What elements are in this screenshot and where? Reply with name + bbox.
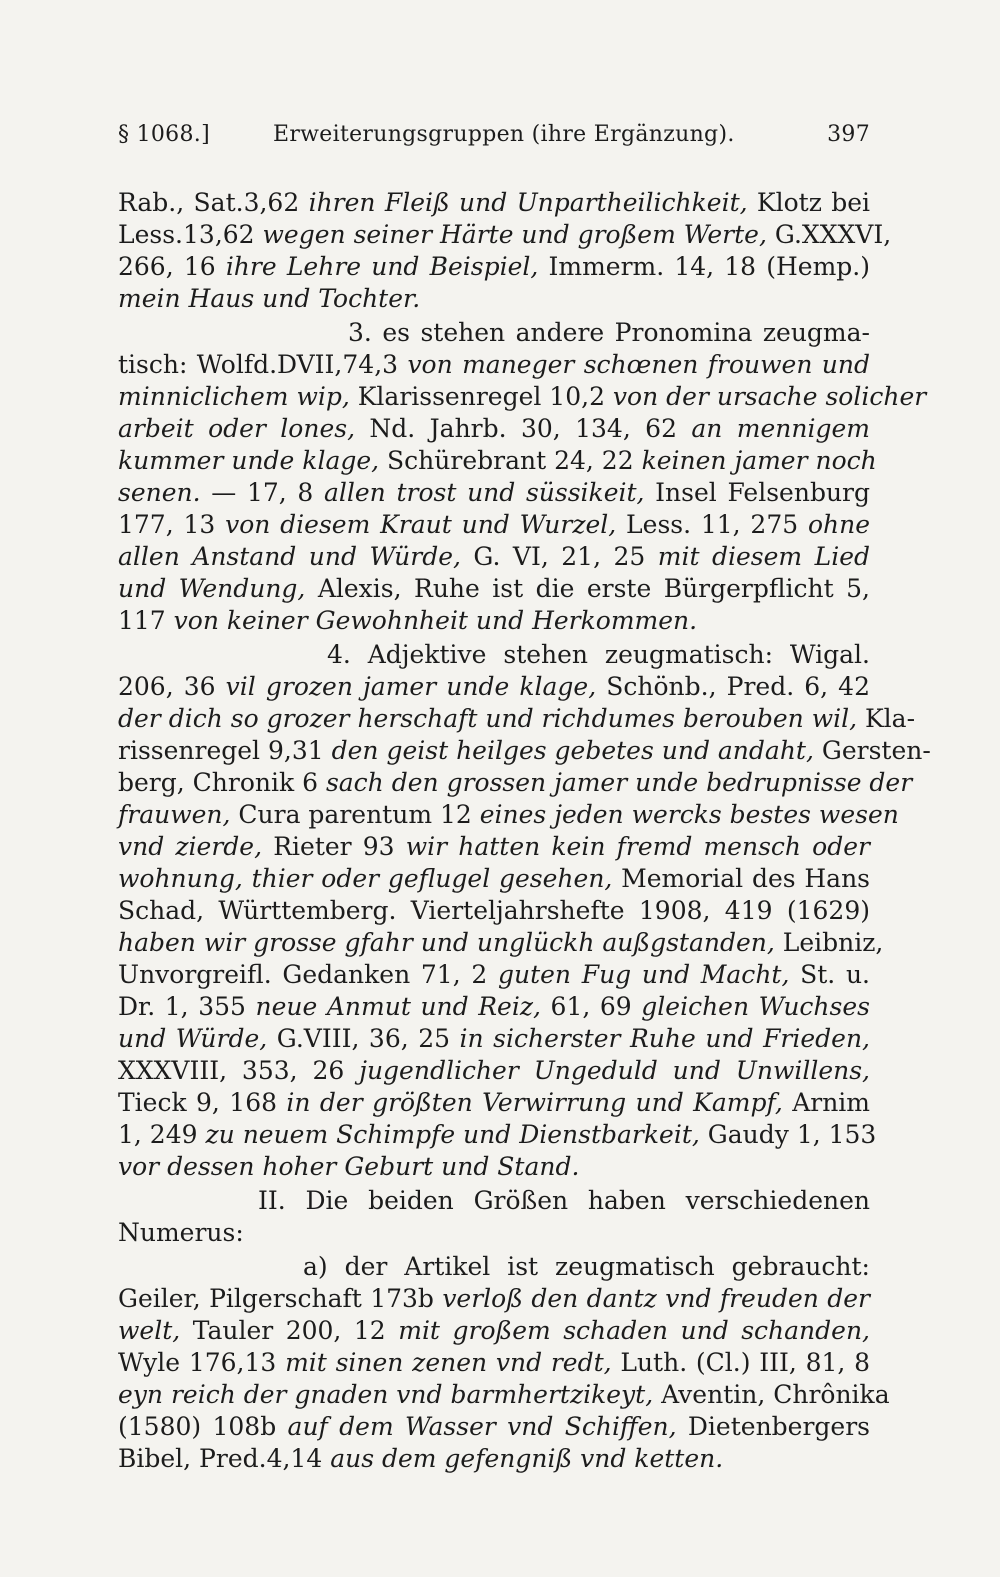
citation-text: Schürebrant 24, 22 [379, 446, 642, 475]
text-line [327, 640, 870, 670]
text-line [118, 896, 870, 926]
text-line [118, 704, 916, 734]
quoted-example: und Wendung, [118, 574, 306, 603]
quoted-example: allen trost und süssikeit, [323, 478, 645, 507]
text-line [118, 252, 870, 282]
text-line [118, 1348, 870, 1378]
text-line [118, 446, 877, 476]
citation-text: Less. 11, 275 [616, 510, 808, 539]
quoted-example: von keiner Gewohnheit und Herkommen. [173, 606, 698, 635]
quoted-example: eyn reich der gnaden vnd barmhertzikeyt, [118, 1380, 654, 1409]
quoted-example: vor dessen hoher Geburt und Stand. [118, 1152, 580, 1181]
quoted-example: neue Anmut und Reiz, [255, 992, 541, 1021]
text-line [118, 510, 870, 540]
citation-text: Less.13,62 [118, 220, 263, 249]
quoted-example: senen. [118, 478, 201, 507]
text-line [118, 832, 870, 862]
citation-text: 266, 16 [118, 252, 226, 281]
citation-text: Insel Felsenburg [644, 478, 871, 507]
citation-text: a) der Artikel ist zeugmatisch gebraucht: [303, 1252, 870, 1281]
quoted-example: eines jeden wercks bestes wesen [479, 800, 899, 829]
citation-text: tisch: Wolfd.DVII,74,3 [118, 350, 408, 379]
citation-text: 1, 249 [118, 1120, 206, 1149]
citation-text: Klarissenregel 10,2 [349, 382, 613, 411]
text-line [118, 1120, 877, 1150]
citation-text: Memorial des Hans [612, 864, 870, 893]
quoted-example: den geist heilges gebetes und andaht, [331, 736, 814, 765]
text-line [118, 284, 870, 314]
citation-text: Rieter 93 [262, 832, 406, 861]
text-line [118, 960, 870, 990]
text-line [118, 1316, 870, 1346]
text-line [348, 318, 870, 348]
quoted-example: vnd zierde, [118, 832, 263, 861]
citation-text: Schad, Württemberg. Vierteljahrshefte 1908, 419 (1629) [118, 896, 870, 925]
citation-text: Dietenbergers [676, 1412, 870, 1441]
quoted-example: an mennigem [691, 414, 871, 443]
citation-text: Arnim [782, 1088, 870, 1117]
quoted-example: minniclichem wip, [118, 382, 350, 411]
citation-text: Tauler 200, 12 [180, 1316, 399, 1345]
section-reference: § 1068.] [118, 122, 210, 147]
citation-text: Gaudy 1, 153 [699, 1120, 877, 1149]
citation-text: Rab., Sat.3,62 [118, 188, 309, 217]
running-title: Erweiterungsgruppen (ihre Ergänzung). [273, 122, 735, 147]
quoted-example: aus dem gefengniß vnd ketten. [330, 1444, 724, 1473]
quoted-example: allen Anstand und Würde, [118, 542, 461, 571]
text-line [118, 1218, 870, 1248]
citation-text: Gersten- [813, 736, 931, 765]
citation-text: Dr. 1, 355 [118, 992, 256, 1021]
text-line [118, 1152, 870, 1182]
quoted-example: kummer unde klage, [118, 446, 380, 475]
citation-text: Geiler, Pilgerschaft 173b [118, 1284, 443, 1313]
text-line [118, 736, 931, 766]
quoted-example: keinen jamer noch [641, 446, 877, 475]
quoted-example: mit sinen zenen vnd redt, [285, 1348, 612, 1377]
text-line [118, 1412, 870, 1442]
quoted-example: ihren Fleiß und Unpartheilichkeit, [308, 188, 748, 217]
citation-text: Bibel, Pred.4,14 [118, 1444, 331, 1473]
text-line [303, 1252, 870, 1282]
citation-text: rissenregel 9,31 [118, 736, 332, 765]
citation-text: 177, 13 [118, 510, 226, 539]
citation-text: Alexis, Ruhe ist die erste Bürgerpflicht 5, [305, 574, 870, 603]
quoted-example: verloß den dantz vnd freuden der [442, 1284, 871, 1313]
text-line [118, 382, 927, 412]
text-line [118, 1088, 870, 1118]
citation-text: Leibniz, [774, 928, 884, 957]
quoted-example: ihre Lehre und Beispiel, [225, 252, 539, 281]
text-line [118, 350, 870, 380]
citation-text: Schönb., Pred. 6, 42 [596, 672, 870, 701]
text-line [118, 220, 892, 250]
quoted-example: von der ursache solicher [612, 382, 927, 411]
quoted-example: von diesem Kraut und Wurzel, [225, 510, 617, 539]
text-line [258, 1186, 870, 1216]
quoted-example: mit diesem Lied [657, 542, 870, 571]
citation-text: 117 [118, 606, 174, 635]
quoted-example: frauwen, [118, 800, 231, 829]
text-line [118, 478, 870, 508]
text-line [118, 672, 870, 702]
text-line [118, 1284, 870, 1314]
quoted-example: gleichen Wuchses [641, 992, 870, 1021]
quoted-example: von maneger schœnen frouwen und [407, 350, 871, 379]
quoted-example: wir hatten kein fremd mensch oder [405, 832, 870, 861]
text-line [118, 542, 870, 572]
text-line [118, 864, 870, 894]
citation-text: II. Die beiden Größen haben verschiedenen [258, 1186, 870, 1215]
quoted-example: ohne [807, 510, 871, 539]
text-line [118, 768, 913, 798]
quoted-example: sach den grossen jamer unde bedrupnisse der [325, 768, 913, 797]
citation-text: Wyle 176,13 [118, 1348, 286, 1377]
citation-text: Immerm. 14, 18 (Hemp.) [538, 252, 870, 281]
quoted-example: auf dem Wasser vnd Schiffen, [287, 1412, 677, 1441]
text-line [118, 928, 884, 958]
citation-text: G. VI, 21, 25 [460, 542, 658, 571]
citation-text: — 17, 8 [200, 478, 324, 507]
citation-text: Klotz bei [747, 188, 870, 217]
citation-text: berg, Chronik 6 [118, 768, 326, 797]
citation-text: 3. es stehen andere Pronomina zeugma- [348, 318, 870, 347]
citation-text: Numerus: [118, 1218, 244, 1247]
text-line [118, 414, 870, 444]
text-line [118, 1024, 870, 1054]
text-line [118, 1444, 870, 1474]
citation-text: Tieck 9, 168 [118, 1088, 287, 1117]
quoted-example: guten Fug und Macht, [497, 960, 790, 989]
citation-text: G.XXXVI, [766, 220, 892, 249]
quoted-example: in sicherster Ruhe und Frieden, [459, 1024, 870, 1053]
citation-text: Aventin, Chrônika [653, 1380, 890, 1409]
quoted-example: in der größten Verwirrung und Kampf, [286, 1088, 783, 1117]
text-line [118, 992, 870, 1022]
text-line [118, 800, 899, 830]
quoted-example: wohnung, thier oder geflugel gesehen, [118, 864, 613, 893]
citation-text: Kla- [857, 704, 916, 733]
quoted-example: vil grozen jamer unde klage, [225, 672, 597, 701]
quoted-example: und Würde, [118, 1024, 268, 1053]
citation-text: (1580) 108b [118, 1412, 288, 1441]
quoted-example: arbeit oder lones, [118, 414, 356, 443]
citation-text: 4. Adjektive stehen zeugmatisch: Wigal. [327, 640, 870, 669]
quoted-example: jugendlicher Ungeduld und Unwillens, [359, 1056, 870, 1085]
citation-text: 61, 69 [540, 992, 642, 1021]
citation-text: Unvorgreifl. Gedanken 71, 2 [118, 960, 498, 989]
text-line [118, 188, 870, 218]
citation-text: Nd. Jahrb. 30, 134, 62 [355, 414, 692, 443]
text-line [118, 1380, 890, 1410]
citation-text: St. u. [789, 960, 871, 989]
text-line [118, 1056, 870, 1086]
quoted-example: welt, [118, 1316, 181, 1345]
text-line [118, 574, 870, 604]
citation-text: Cura parentum 12 [230, 800, 480, 829]
citation-text: 206, 36 [118, 672, 226, 701]
quoted-example: wegen seiner Härte und großem Werte, [262, 220, 767, 249]
citation-text: XXXVIII, 353, 26 [118, 1056, 360, 1085]
quoted-example: der dich so grozer herschaft und richdumes berouben wil, [118, 704, 858, 733]
quoted-example: mit großem schaden und schanden, [398, 1316, 870, 1345]
citation-text: Luth. (Cl.) III, 81, 8 [611, 1348, 870, 1377]
quoted-example: zu neuem Schimpfe und Dienstbarkeit, [205, 1120, 700, 1149]
quoted-example: haben wir grosse gfahr und unglückh außgstanden, [118, 928, 775, 957]
text-line [118, 606, 870, 636]
quoted-example: mein Haus und Tochter. [118, 284, 421, 313]
citation-text: G.VIII, 36, 25 [267, 1024, 460, 1053]
page-number: 397 [827, 122, 870, 147]
